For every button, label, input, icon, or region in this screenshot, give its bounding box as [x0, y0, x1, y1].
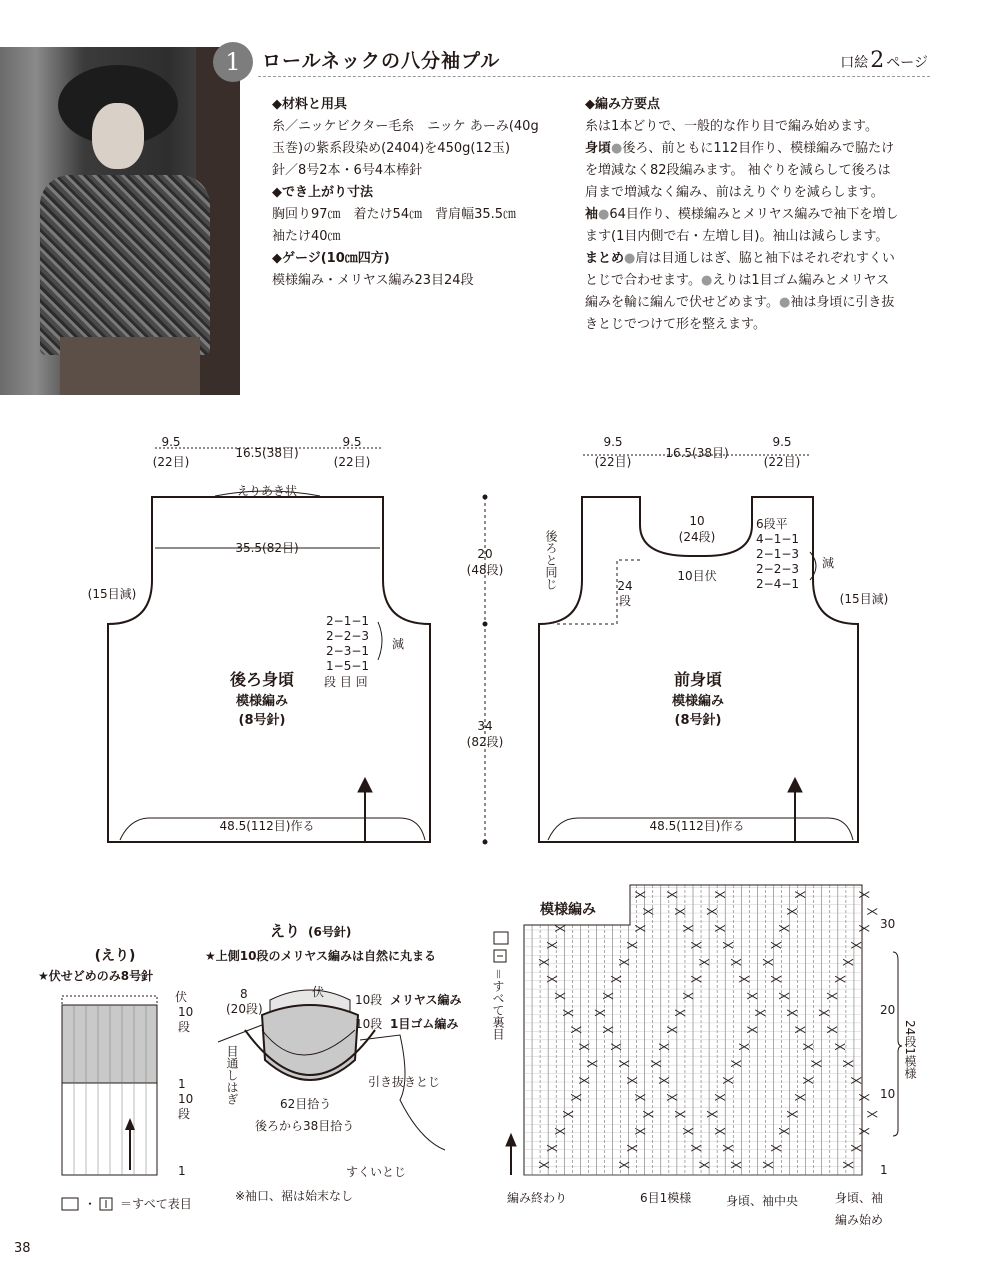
cable-cross-symbol — [667, 1027, 677, 1033]
front-neck-dec: 2−4−1 — [756, 577, 800, 591]
cable-cross-symbol — [715, 892, 725, 898]
back-dec-label: 減 — [392, 637, 405, 651]
cable-cross-symbol — [787, 1010, 797, 1016]
pattern-row-1: 1 — [880, 1163, 888, 1177]
cable-cross-symbol — [699, 959, 709, 965]
front-needle: (8号針) — [674, 713, 722, 728]
collar-note: ★上側10段のメリヤス編みは自然に丸まる — [205, 949, 436, 963]
cable-cross-symbol — [579, 1044, 589, 1050]
collar-chart-r10a: 10 — [178, 1005, 194, 1019]
cable-cross-symbol — [539, 959, 549, 965]
cable-cross-symbol — [723, 1078, 733, 1084]
cable-cross-symbol — [851, 1078, 861, 1084]
front-armhole-decrease: (15目減) — [839, 592, 889, 606]
cable-cross-symbol — [667, 1094, 677, 1100]
front-neck-dec: 6段平 — [756, 517, 788, 531]
cable-cross-symbol — [603, 1027, 613, 1033]
materials-line: 糸／ニッケビクター毛糸 ニッケ あーみ(40g — [272, 119, 539, 134]
back-shoulder-width: 35.5(82目) — [235, 541, 299, 555]
cable-cross-symbol — [571, 1094, 581, 1100]
back-dec-row: 1−5−1 — [326, 659, 370, 673]
cable-cross-symbol — [563, 1010, 573, 1016]
cable-cross-symbol — [747, 993, 757, 999]
collar-chart-r1b: 1 — [178, 1164, 186, 1178]
pattern-row-30: 30 — [880, 917, 896, 931]
front-neck-dec-label: 減 — [822, 556, 835, 570]
collar-chart-r10b: 10 — [178, 1092, 194, 1106]
front-cast-on: 48.5(112目)作る — [649, 819, 745, 833]
back-width-right: 9.5 — [342, 435, 362, 449]
cable-cross-symbol — [827, 1027, 837, 1033]
cable-cross-symbol — [635, 892, 645, 898]
collar-pick-up-back: 後ろから38目拾う — [255, 1119, 355, 1133]
collar-mattress: すくいとじ — [346, 1165, 407, 1179]
back-width-center: 16.5(38目) — [235, 446, 299, 460]
instructions-line: 糸は1本どりで、一般的な作り目で編み始めます。 — [585, 119, 878, 134]
cable-cross-symbol — [795, 1027, 805, 1033]
front-neck-bind: 10目伏 — [677, 569, 717, 583]
cable-cross-symbol — [755, 1010, 765, 1016]
pattern-stitch-repeat: 6目1模様 — [640, 1191, 692, 1205]
front-pattern: 模様編み — [671, 694, 725, 709]
pattern-number-badge: 1 — [213, 42, 253, 82]
front-width-right-sts: (22目) — [763, 455, 801, 469]
cable-cross-symbol — [651, 1061, 661, 1067]
instructions-line: を増減なく82段編みます。 袖ぐりを減らして後ろは — [585, 163, 891, 178]
collar-chart-r1: 1 — [178, 1077, 186, 1091]
cable-cross-symbol — [779, 993, 789, 999]
cable-cross-symbol — [547, 1145, 557, 1151]
cable-cross-symbol — [787, 909, 797, 915]
instructions-line: 身頃●後ろ、前ともに112目作り、模様編みで脇たけ — [585, 141, 895, 156]
cable-cross-symbol — [867, 909, 877, 915]
collar-rib-rows: 10段 — [355, 1017, 383, 1031]
gauge-line: 模様編み・メリヤス編み23目24段 — [272, 273, 474, 288]
collar-seam: 目通しはぎ — [225, 1045, 239, 1105]
collar-chart-note: ★伏せどめのみ8号針 — [38, 969, 154, 983]
cable-cross-symbol — [835, 976, 845, 982]
svg-text:・: ・ — [84, 1197, 97, 1211]
cable-cross-symbol — [659, 1044, 669, 1050]
cable-cross-symbol — [635, 925, 645, 931]
collar-title: えり — [270, 922, 301, 940]
cable-cross-symbol — [715, 1094, 725, 1100]
collar-stockinette-rows: 10段 — [355, 993, 383, 1007]
instructions-heading: ◆編み方要点 — [585, 97, 660, 112]
front-neck-dec: 4−1−1 — [756, 532, 800, 546]
back-cast-on: 48.5(112目)作る — [219, 819, 315, 833]
cable-cross-symbol — [843, 959, 853, 965]
instructions-line: ます(1目内側で右・左増し目)。袖山は減らします。 — [585, 229, 889, 244]
cable-cross-symbol — [827, 993, 837, 999]
back-width-left-sts: (22目) — [152, 455, 190, 469]
front-neck-dec: 2−2−3 — [756, 562, 800, 576]
collar-slip-seam: 引き抜きとじ — [368, 1075, 441, 1089]
collar-bind: 伏 — [312, 985, 325, 999]
cable-cross-symbol — [555, 925, 565, 931]
front-side-rows: 24 — [617, 579, 633, 593]
cable-cross-symbol — [859, 925, 869, 931]
pattern-legend: ＝すべて裏目 — [491, 968, 505, 1041]
collar-rib: 1目ゴム編み — [390, 1017, 459, 1031]
cable-cross-symbol — [731, 1061, 741, 1067]
size-line: 袖たけ40㎝ — [272, 229, 341, 244]
page-reference: 口絵2 ページ — [840, 48, 928, 73]
back-armhole-decrease: (15目減) — [87, 587, 137, 601]
cable-cross-symbol — [819, 1010, 829, 1016]
size-line: 胸回り97㎝ 着たけ54㎝ 背肩幅35.5㎝ — [272, 207, 517, 222]
cable-cross-symbol — [763, 1162, 773, 1168]
cable-cross-symbol — [811, 1061, 821, 1067]
back-width-left: 9.5 — [161, 435, 181, 449]
instructions-line: とじで合わせます。●えりは1目ゴム編みとメリヤス — [585, 273, 890, 288]
body-length-rows: (82段) — [466, 735, 504, 749]
cable-cross-symbol — [843, 1061, 853, 1067]
collar-stockinette: メリヤス編み — [390, 993, 462, 1007]
cable-cross-symbol — [731, 1162, 741, 1168]
instructions-line: きとじでつけて形を整えます。 — [585, 317, 766, 332]
collar-height-rows: (20段) — [226, 1002, 263, 1016]
cable-cross-symbol — [547, 942, 557, 948]
cable-cross-symbol — [747, 1027, 757, 1033]
cable-cross-symbol — [715, 925, 725, 931]
front-side-rows-label: 段 — [618, 594, 632, 608]
cable-cross-symbol — [683, 1128, 693, 1134]
instructions-line: 編みを輪に編んで伏せどめます。●袖は身頃に引き抜 — [585, 295, 895, 310]
pattern-title: ロールネックの八分袖プル — [262, 50, 501, 72]
cable-cross-symbol — [843, 1162, 853, 1168]
cable-cross-symbol — [771, 976, 781, 982]
cable-cross-symbol — [675, 1111, 685, 1117]
collar-chart-legend: ＝すべて表目 — [120, 1197, 192, 1211]
gauge-heading: ◆ゲージ(10㎝四方) — [272, 251, 390, 266]
cable-cross-symbol — [683, 925, 693, 931]
size-heading: ◆でき上がり寸法 — [272, 185, 373, 200]
materials-heading: ◆材料と用具 — [272, 97, 347, 112]
page-number: 38 — [14, 1241, 31, 1256]
cable-cross-symbol — [859, 892, 869, 898]
collar-chart-title: (えり) — [94, 948, 136, 964]
cable-cross-symbol — [675, 909, 685, 915]
front-width-right: 9.5 — [772, 435, 792, 449]
back-pattern: 模様編み — [235, 694, 289, 709]
collar-height: 8 — [240, 987, 248, 1001]
instructions-line: 肩まで増減なく編み、前はえりぐりを減らします。 — [585, 185, 884, 200]
cable-cross-symbol — [835, 1044, 845, 1050]
pattern-start-a: 身頃、袖 — [835, 1191, 884, 1205]
cable-cross-symbol — [771, 942, 781, 948]
collar-chart-r10b-s: 段 — [178, 1107, 191, 1121]
cable-cross-symbol — [707, 909, 717, 915]
front-same-as-back: 後ろと同じ — [544, 530, 558, 590]
instructions-line: まとめ●肩は目通しはぎ、脇と袖下はそれぞれすくい — [585, 251, 895, 266]
cable-cross-symbol — [587, 1061, 597, 1067]
cable-cross-symbol — [563, 1111, 573, 1117]
cable-cross-symbol — [659, 1078, 669, 1084]
cable-cross-symbol — [803, 1044, 813, 1050]
pattern-start-b: 編み始め — [835, 1213, 884, 1227]
cable-cross-symbol — [787, 1111, 797, 1117]
front-width-center: 16.5(38目) — [665, 446, 729, 460]
back-piece-name: 後ろ身頃 — [229, 670, 295, 689]
pattern-end: 編み終わり — [507, 1191, 568, 1205]
armhole-height-rows: (48段) — [466, 563, 504, 577]
cable-cross-symbol — [675, 1010, 685, 1016]
cable-cross-symbol — [579, 1078, 589, 1084]
cable-cross-symbol — [667, 892, 677, 898]
cable-cross-symbol — [691, 1145, 701, 1151]
collar-note2: ※袖口、裾は始末なし — [235, 1189, 354, 1203]
cable-cross-symbol — [555, 993, 565, 999]
materials-line: 玉巻)の紫系段染め(2404)を450g(12玉) — [272, 141, 511, 156]
front-neck-depth: 10 — [689, 514, 705, 528]
cable-cross-symbol — [691, 942, 701, 948]
cable-cross-symbol — [571, 1027, 581, 1033]
back-dec-row: 2−3−1 — [326, 644, 370, 658]
cable-cross-symbol — [539, 1162, 549, 1168]
front-neck-rows: (24段) — [678, 530, 716, 544]
cable-cross-symbol — [859, 1128, 869, 1134]
cable-cross-symbol — [739, 1044, 749, 1050]
front-width-left-sts: (22目) — [594, 455, 632, 469]
collar-chart — [62, 996, 157, 1210]
cable-cross-symbol — [691, 976, 701, 982]
pattern-center: 身頃、袖中央 — [726, 1194, 799, 1208]
back-dec-row: 2−2−3 — [326, 629, 370, 643]
collar-pick-up: 62目拾う — [280, 1097, 332, 1111]
cable-cross-symbol — [867, 1111, 877, 1117]
cable-cross-symbol — [547, 976, 557, 982]
cable-cross-symbol — [771, 1145, 781, 1151]
cable-cross-symbol — [851, 1145, 861, 1151]
cable-cross-symbol — [779, 1128, 789, 1134]
cable-cross-symbol — [731, 959, 741, 965]
cable-cross-symbol — [851, 942, 861, 948]
cable-cross-symbol — [763, 959, 773, 965]
pattern-row-repeat: 24段1模様 — [903, 1020, 917, 1079]
cable-cross-symbol — [619, 1061, 629, 1067]
cable-cross-symbol — [707, 1111, 717, 1117]
front-piece-name: 前身頃 — [673, 670, 723, 689]
collar-chart-bind: 伏 — [175, 990, 188, 1004]
cable-cross-symbol — [739, 976, 749, 982]
cable-cross-symbol — [683, 993, 693, 999]
cable-cross-symbol — [699, 1162, 709, 1168]
front-width-left: 9.5 — [603, 435, 623, 449]
back-needle: (8号針) — [238, 713, 286, 728]
cable-cross-symbol — [859, 1094, 869, 1100]
back-dec-header: 段 目 回 — [324, 675, 368, 689]
cable-cross-symbol — [555, 1128, 565, 1134]
pattern-row-20: 20 — [880, 1003, 896, 1017]
collar-needle: (6号針) — [308, 925, 352, 939]
body-length: 34 — [477, 719, 493, 733]
cable-cross-symbol — [779, 925, 789, 931]
back-neck-label: えりあき状 — [236, 484, 298, 498]
back-dec-row: 2−1−1 — [326, 614, 370, 628]
collar-chart-r10a-s: 段 — [178, 1020, 191, 1034]
cable-cross-symbol — [715, 1128, 725, 1134]
pattern-chart — [524, 885, 877, 1175]
pattern-chart-title: 模様編み — [540, 902, 596, 918]
cable-cross-symbol — [803, 1078, 813, 1084]
instructions-line: 袖●64目作り、模様編みとメリヤス編みで袖下を増し — [585, 207, 899, 222]
armhole-height: 20 — [477, 547, 493, 561]
cable-cross-symbol — [723, 942, 733, 948]
pattern-row-10: 10 — [880, 1087, 896, 1101]
back-width-right-sts: (22目) — [333, 455, 371, 469]
front-neck-dec: 2−1−3 — [756, 547, 800, 561]
cable-cross-symbol — [795, 1094, 805, 1100]
materials-line: 針／8号2本・6号4本棒針 — [272, 163, 423, 178]
cable-cross-symbol — [795, 892, 805, 898]
cable-cross-symbol — [723, 1145, 733, 1151]
